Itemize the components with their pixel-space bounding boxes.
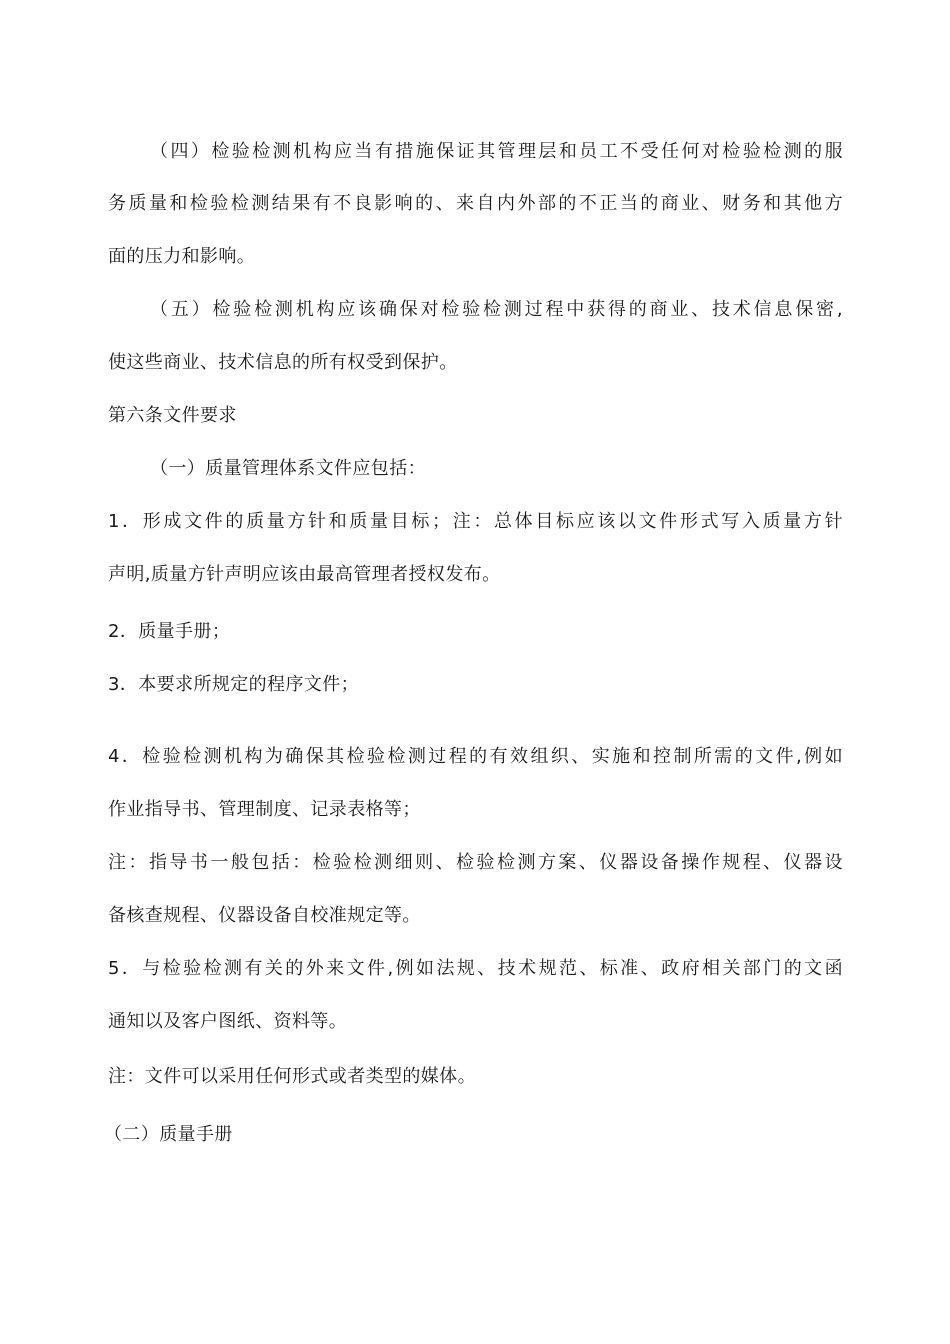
subsection-1-heading: （一）质量管理体系文件应包括：	[150, 458, 426, 479]
item-1-line-1: 1．形成文件的质量方针和质量目标；注：总体目标应该以文件形式写入质量方针	[108, 511, 843, 532]
item-5-line-1: 5．与检验检测有关的外来文件,例如法规、技术规范、标准、政府相关部门的文函	[108, 958, 843, 979]
item-2: 2．质量手册；	[108, 621, 231, 642]
paragraph-5-line-2: 使这些商业、技术信息的所有权受到保护。	[108, 352, 458, 373]
item-1-line-2: 声明,质量方针声明应该由最高管理者授权发布。	[108, 564, 501, 585]
subsection-2-heading: （二）质量手册	[104, 1124, 233, 1145]
item-5-line-2: 通知以及客户图纸、资料等。	[108, 1011, 348, 1032]
section-heading-article-6: 第六条文件要求	[108, 405, 237, 426]
item-3: 3．本要求所规定的程序文件；	[108, 674, 360, 695]
paragraph-4-line-1: （四）检验检测机构应当有措施保证其管理层和员工不受任何对检验检测的服	[150, 141, 843, 162]
paragraph-4-line-3: 面的压力和影响。	[108, 246, 256, 267]
note-1-line-1: 注：指导书一般包括：检验检测细则、检验检测方案、仪器设备操作规程、仪器设	[108, 852, 843, 873]
item-4-line-2: 作业指导书、管理制度、记录表格等；	[108, 799, 421, 820]
paragraph-4-line-2: 务质量和检验检测结果有不良影响的、来自内外部的不正当的商业、财务和其他方	[108, 193, 843, 214]
item-4-line-1: 4．检验检测机构为确保其检验检测过程的有效组织、实施和控制所需的文件,例如	[108, 746, 843, 767]
paragraph-5-line-1: （五）检验检测机构应该确保对检验检测过程中获得的商业、技术信息保密,	[150, 299, 843, 320]
note-1-line-2: 备核查规程、仪器设备自校准规定等。	[108, 905, 421, 926]
note-2: 注：文件可以采用任何形式或者类型的媒体。	[108, 1066, 476, 1087]
